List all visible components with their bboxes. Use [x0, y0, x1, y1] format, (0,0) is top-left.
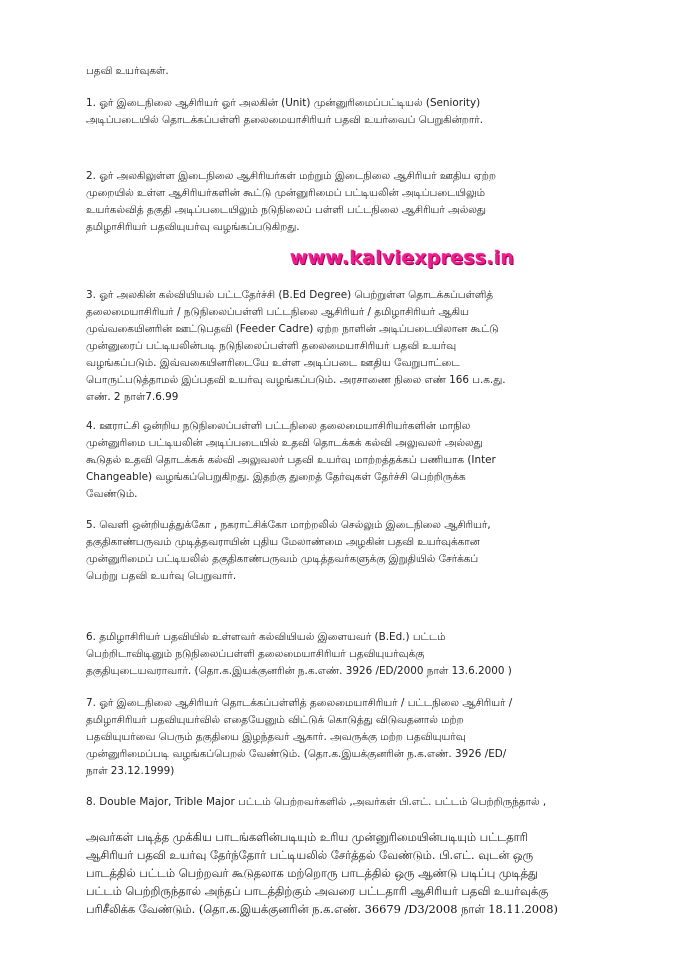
- paragraph-line: கூடுதல் உதவி தொடக்கக் கல்வி அலுவலர் பதவி உயர்வு மாற்றத்தக்கப் பணியாக (Inter: [86, 454, 496, 466]
- paragraph-line: 1. ஓர் இடைநிலை ஆசிரியர் ஓர் அலகின் (Unit) முன்னுரிமைப்பட்டியல் (Seniority): [86, 97, 481, 109]
- paragraph-line: முன்னுரிமைப் பட்டியலில் தகுதிகாண்பருவம் முடித்தவர்களுக்கு இறுதியில் சேர்க்கப்: [86, 553, 479, 565]
- paragraph-line: பரிசீலிக்க வேண்டும். (தொ.க.இயக்குனரின் ந.க.எண். 36679 /D3/2008 நாள் 18.11.2008): [86, 902, 558, 916]
- paragraph-line: ஆசிரியர் பதவி உயர்வு தேர்ந்தோர் பட்டியலில் சேர்த்தல் வேண்டும். பி.எட். வுடன் ஒரு: [86, 848, 534, 862]
- paragraph-line: 4. ஊராட்சி ஒன்றிய நடுநிலைப்பள்ளி பட்டநிலை தலைமையாசிரியர்களின் மாநில: [86, 420, 471, 432]
- paragraph-line: 3. ஓர் அலகின் கல்வியியல் பட்டதேர்ச்சி (B.Ed Degree) பெற்றுள்ள தொடக்கப்பள்ளித்: [86, 289, 494, 301]
- paragraph-line: பொருட்படுத்தாமல் இப்பதவி உயர்வு வழங்கப்படும். அரசாணை நிலை எண் 166 ப.க.து.: [86, 374, 506, 386]
- paragraph-line: பாடத்தில் பட்டம் பெற்றவர் கூடுதலாக மற்றொரு பாடத்தில் ஒரு ஆண்டு படிப்பு முடித்து: [86, 866, 538, 880]
- paragraph-line: முறையில் உள்ள ஆசிரியர்களின் கூட்டு முன்னுரிமைப் பட்டியலின் அடிப்படையிலும்: [86, 187, 486, 199]
- paragraph-line: பெற்று பதவி உயர்வு பெறுவார்.: [86, 570, 237, 582]
- paragraph-line: முன்னுரைப் பட்டியலின்படி நடுநிலைப்பள்ளி தலைமையாசிரியர் பதவி உயர்வு: [86, 340, 457, 352]
- paragraph-line: தலைமையாசிரியர் / நடுநிலைப்பள்ளி பட்டநிலை ஆசிரியர் / தமிழாசிரியர் ஆகிய: [86, 306, 469, 318]
- intro-heading: பதவி உயர்வுகள்.: [86, 65, 169, 77]
- paragraph-line: பதவியுயர்வை பெரும் தகுதியை இழந்தவர் ஆகார். அவருக்கு மற்ற பதவியுயர்வு: [86, 731, 466, 743]
- paragraph-line: எண். 2 நாள்7.6.99: [86, 391, 179, 403]
- paragraph-line: அவர்கள் படித்த முக்கிய பாடங்களின்படியும் உரிய முன்னுரிமையின்படியும் பட்டதாரி: [86, 830, 528, 844]
- paragraph-line: முவ்வகையினரின் ஊட்டுபதவி (Feeder Cadre) ஏற்ற நாளின் அடிப்படையிலான கூட்டு: [86, 323, 499, 335]
- paragraph-line: தகுதிகாண்பருவம் முடித்தவராயின் புதிய மேலாண்மை அழகின் பதவி உயர்வுக்கான: [86, 536, 480, 548]
- paragraph-line: 2. ஓர் அலகிலுள்ள இடைநிலை ஆசிரியர்கள் மற்றும் இடைநிலை ஆசிரியர் ஊதிய ஏற்ற: [86, 170, 496, 182]
- paragraph-line: 7. ஓர் இடைநிலை ஆசிரியர் தொடக்கப்பள்ளித் தலைமையாசிரியர் / பட்டநிலை ஆசிரியர் /: [86, 697, 513, 709]
- paragraph-line: Changeable) வழங்கப்பெறுகிறது. இதற்கு துறைத் தேர்வுகள் தேர்ச்சி பெற்றிருக்க: [86, 471, 466, 483]
- paragraph-line: தகுதியுடையவராவார். (தொ.க.இயக்குனரின் ந.க.எண். 3926 /ED/2000 நாள் 13.6.2000 ): [86, 665, 512, 677]
- paragraph-line: அடிப்படையில் தொடக்கப்பள்ளி தலைமையாசிரியர் பதவி உயர்வைப் பெறுகின்றார்.: [86, 114, 483, 126]
- paragraph-line: பட்டம் பெற்றிருந்தால் அந்தப் பாடத்திற்கும் அவரை பட்டதாரி ஆசிரியர் பதவி உயர்வுக்கு: [86, 884, 549, 898]
- paragraph-line: தமிழாசிரியர் பதவியுயர்வு வழங்கப்படுகிறது.: [86, 221, 300, 233]
- paragraph-line: 8. Double Major, Trible Major பட்டம் பெற்றவர்களில் ,அவர்கள் பி.எட். பட்டம் பெற்றிருந்தால் ,: [86, 796, 547, 808]
- paragraph-line: வழங்கப்படும். இவ்வகையினரிடையே உள்ள அடிப்படை ஊதிய வேறுபாட்டை: [86, 357, 460, 369]
- paragraph-line: வேண்டும்.: [86, 488, 138, 500]
- paragraph-line: 6. தமிழாசிரியர் பதவியில் உள்ளவர் கல்வியியல் இளையவர் (B.Ed.) பட்டம்: [86, 631, 446, 643]
- paragraph-line: 5. வெளி ஒன்றியத்துக்கோ , நகராட்சிக்கோ மாற்றலில் செல்லும் இடைநிலை ஆசிரியர்,: [86, 519, 491, 531]
- paragraph-line: நாள் 23.12.1999): [86, 765, 175, 777]
- paragraph-line: பெற்றிடாவிடினும் நடுநிலைப்பள்ளி தலைமையாசிரியர் பதவியுயர்வுக்கு: [86, 648, 425, 660]
- watermark-url: www.kalviexpress.in: [290, 247, 515, 269]
- paragraph-line: முன்னுரிமை பட்டியலின் அடிப்படையில் உதவி தொடக்கக் கல்வி அலுவலர் அல்லது: [86, 437, 483, 449]
- paragraph-line: தமிழாசிரியர் பதவியுயர்வில் எதையேனும் விட்டுக் கொடுத்து விடுவதனால் மற்ற: [86, 714, 464, 726]
- paragraph-line: முன்னுரிமைப்படி வழங்கப்பெறல் வேண்டும். (தொ.க.இயக்குனரின் ந.க.எண். 3926 /ED/: [86, 748, 507, 760]
- paragraph-line: உயர்கல்வித் தகுதி அடிப்படையிலும் நடுநிலைப் பள்ளி பட்டநிலை ஆசிரியர் அல்லது: [86, 204, 486, 216]
